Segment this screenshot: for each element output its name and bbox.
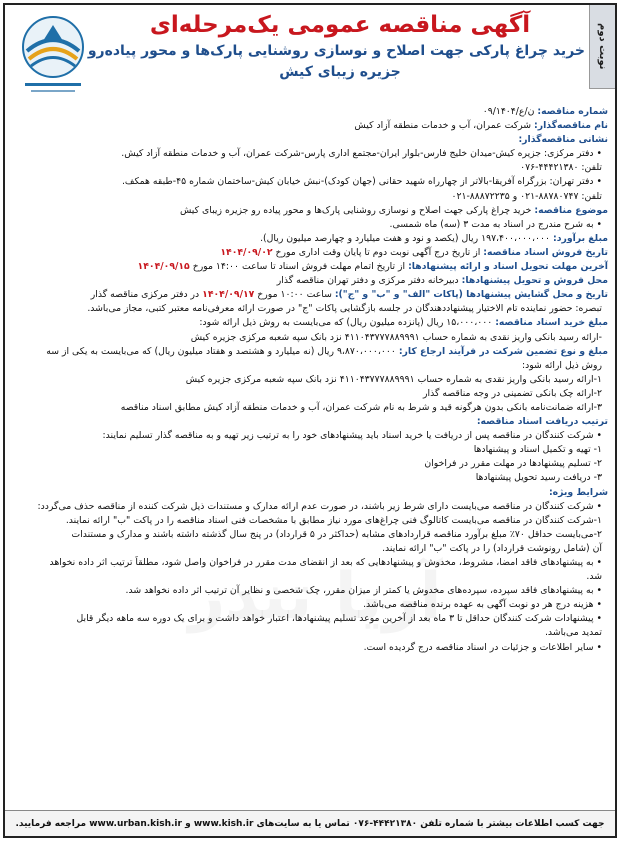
notice-line xyxy=(12,359,608,373)
notice-line xyxy=(12,641,608,655)
field-value: ۱-شرکت کنندگان در مناقصه می‌بایست کاتالوگ فنی چراغ‌های مورد نیاز مطابق با مشخصات فنی اسناد مناقصه را در پاکت "ب" ارائه نمایند. xyxy=(65,514,602,526)
field-label: شرایط ویژه: xyxy=(548,486,608,498)
field-label: محل فروش و تحویل پیشنهادها: xyxy=(461,275,608,287)
notice-line xyxy=(12,471,608,485)
notice-line xyxy=(12,345,608,359)
notice-line xyxy=(12,457,608,471)
field-value: ۱۹۷،۴۰۰،۰۰۰،۰۰۰ ریال (یکصد و نود و هفت میلیارد و چهارصد میلیون ریال). xyxy=(260,232,553,244)
notice-line xyxy=(12,415,608,429)
deadline-date: ۱۴۰۴/۰۹/۰۲ xyxy=(220,246,273,258)
field-value: ۱- تهیه و تکمیل اسناد و پیشنهادها xyxy=(473,444,602,456)
field-value: • پیشنهادات شرکت کنندگان حداقل تا ۳ ماه بعد از آخرین موعد تسلیم پیشنهادها، اعتبار خواهد داشت و برای یک دوره سه ماهه دیگر قابل xyxy=(76,613,602,625)
field-value: • شرکت کنندگان در مناقصه پس از دریافت یا خرید اسناد باید پیشنهادهای خود را به ترتیب زیر تهیه و به مناقصه گذار تسلیم نمایند: xyxy=(102,430,602,442)
notice-line xyxy=(12,147,608,161)
field-value: • به شرح مندرج در اسناد به مدت ۳ (سه) ماه شمسی. xyxy=(389,218,602,230)
field-value: • سایر اطلاعات و جزئیات در اسناد مناقصه درج گردیده است. xyxy=(363,641,602,653)
field-value: ۲-ارائه چک بانکی تضمینی در وجه مناقصه گذار xyxy=(423,387,602,399)
field-value: خرید چراغ پارکی جهت اصلاح و نوسازی روشنایی پارک‌ها و محور پیاده رو جزیره زیبای کیش xyxy=(179,204,535,216)
field-label: موضوع مناقصه: xyxy=(534,204,608,216)
notice-line xyxy=(12,246,608,260)
field-value: ۱۵،۰۰۰،۰۰۰ ریال (پانزده میلیون ریال) که می‌بایست به روش ذیل ارائه شود: xyxy=(199,317,496,329)
field-value: تلفن: ۴۴۴۲۱۳۸۰-۰۷۶ xyxy=(520,162,602,174)
field-label: نشانی مناقصه‌گذار: xyxy=(518,134,608,146)
notice-line xyxy=(12,486,608,500)
field-label: نام مناقصه‌گذار: xyxy=(534,120,608,132)
field-label: مبلغ برآورد: xyxy=(552,232,608,244)
notice-line xyxy=(12,218,608,232)
notice-line xyxy=(12,598,608,612)
notice-line xyxy=(12,232,608,246)
field-value: ۲- تسلیم پیشنهادها در مهلت مقرر در فراخوان xyxy=(424,458,602,470)
field-value: • دفتر تهران: بزرگراه آفریقا-بالاتر از چهارراه شهید حقانی (جهان کودک)-نبش خیابان کیش-ساختمان شماره ۴۵-طبقه همکف. xyxy=(121,176,602,188)
tender-notice xyxy=(3,3,617,838)
notice-line xyxy=(12,175,608,189)
field-label: تاریخ و محل گشایش پیشنهادها (پاکات "الف" و "ب" و "ج"): xyxy=(334,289,608,301)
notice-line xyxy=(12,528,608,542)
company-logo-icon xyxy=(13,11,93,101)
notice-line xyxy=(12,401,608,415)
notice-line xyxy=(12,119,608,133)
field-value: • به پیشنهادهای فاقد امضا، مشروط، مخدوش و پیشنهادهایی که بعد از انقضای مدت مقرر در فراخوان واصل شود، مطلقاً ترتیب اثر داده نخواهد xyxy=(49,557,602,568)
contact-footer: جهت کسب اطلاعات بیشتر با شماره تلفن ۴۴۴۲۱۳۸۰-۰۷۶ تماس یا به سایت‌های www.kish.ir و www.urban.kish.ir مراجعه فرمایید. xyxy=(5,810,615,836)
field-value: تبصره: حضور نماینده تام الاختیار پیشنهاددهندگان در جلسه بازگشایی پاکات "ج" در صورت ارائه معرفی‌نامه معتبر کتبی، مجاز می‌باشد. xyxy=(87,303,602,315)
notice-line xyxy=(12,542,608,556)
notice-title: آگهی مناقصه عمومی یک‌مرحله‌ای xyxy=(149,12,531,38)
notice-line xyxy=(12,316,608,330)
field-value: آن (شامل رونوشت قرارداد) را در پاکت "ب" ارائه نمایند. xyxy=(382,542,602,554)
notice-line xyxy=(12,274,608,288)
notice-line xyxy=(12,373,608,387)
field-value: ن/ع/۰۹/۱۴۰۴ xyxy=(482,106,538,117)
field-value: روش ذیل ارائه شود: xyxy=(521,359,602,371)
field-value: تلفن: ۸۸۷۸۰۷۴۷-۰۲۱ و ۸۸۸۷۲۲۳۵-۰۲۱ xyxy=(451,190,602,202)
field-value: -ارائه رسید بانکی واریز نقدی به شماره حساب ۴۱۱۰۴۳۷۷۷۸۸۹۹۹۱ نزد بانک سپه شعبه مرکزی جزیره کیش xyxy=(190,331,602,343)
field-label: ترتیب دریافت اسناد مناقصه: xyxy=(476,416,608,428)
field-value: ۳- دریافت رسید تحویل پیشنهادها xyxy=(475,472,602,484)
field-value: دبیرخانه دفتر مرکزی و دفتر تهران مناقصه گذار xyxy=(276,275,462,287)
notice-header xyxy=(87,9,585,83)
notice-line xyxy=(12,161,608,175)
notice-line xyxy=(12,302,608,316)
field-value-suffix: در دفتر مرکزی مناقصه گذار xyxy=(90,289,203,301)
notice-line xyxy=(12,331,608,345)
field-value: تمدید می‌باشد. xyxy=(544,627,602,639)
notice-line xyxy=(12,204,608,218)
deadline-date: ۱۴۰۴/۰۹/۱۵ xyxy=(137,261,190,273)
notice-line xyxy=(12,288,608,302)
field-value: ۳-ارائه ضمانت‌نامه بانکی بدون هرگونه قید و شرط به نام شرکت عمران، آب و خدمات منطقه آزاد کیش مطابق اسناد مناقصه xyxy=(120,401,602,413)
field-value: • دفتر مرکزی: جزیره کیش-میدان خلیج فارس-بلوار ایران-مجتمع اداری پارس-شرکت عمران، آب و خدمات منطقه آزاد کیش. xyxy=(121,148,602,160)
field-label: تاریخ فروش اسناد مناقصه: xyxy=(483,246,608,258)
notice-line xyxy=(12,556,608,570)
notice-line xyxy=(12,570,608,584)
field-value: ساعت ۱۰:۰۰ مورخ xyxy=(254,289,335,301)
field-value: ۹،۸۷۰،۰۰۰،۰۰۰ ریال (نه میلیارد و هشتصد و هفتاد میلیون ریال) که می‌بایست به یکی از سه xyxy=(46,345,399,357)
notice-subtitle: خرید چراغ پارکی جهت اصلاح و نوسازی روشنایی پارک‌ها و محور پیاده‌رو xyxy=(87,43,585,59)
field-value: شرکت عمران، آب و خدمات منطقه آزاد کیش xyxy=(354,120,534,132)
field-value: ۱-ارائه رسید بانکی واریز نقدی به شماره حساب ۴۱۱۰۴۳۷۷۷۸۸۹۹۹۱ نزد بانک سپه شعبه مرکزی جزیره کیش xyxy=(185,373,602,385)
field-value: • به پیشنهادهای فاقد سپرده، سپرده‌های مخدوش یا کمتر از میزان مقرر، چک شخصی و نظایر آن ترتیب اثر داده نخواهد شد. xyxy=(125,585,602,597)
notice-line xyxy=(12,612,608,626)
field-value: ۲-می‌بایست حداقل ۷۰٪ مبلغ برآورد مناقصه قراردادهای مشابه (حداکثر در ۵ قرارداد) در پنج سال گذشته داشته باشند و مدارک و مستندات xyxy=(71,528,602,540)
notice-subtitle-island: جزیره زیبای کیش xyxy=(279,64,401,80)
notice-line xyxy=(12,443,608,457)
notice-body xyxy=(12,105,608,655)
notice-line xyxy=(12,387,608,401)
field-value: از تاریخ اتمام مهلت فروش اسناد تا ساعت ۱۴:۰۰ مورخ xyxy=(189,261,409,273)
field-label: مبلغ و نوع تضمین شرکت در فرآیند ارجاع کار: xyxy=(398,345,608,357)
field-value: • هزینه درج هر دو نوبت آگهی به عهده برنده مناقصه می‌باشد. xyxy=(363,599,602,611)
field-value: از تاریخ درج آگهی نوبت دوم تا پایان وقت اداری مورخ xyxy=(272,246,484,258)
field-label: مبلغ خرید اسناد مناقصه: xyxy=(495,317,608,329)
notice-line xyxy=(12,133,608,147)
notice-line xyxy=(12,514,608,528)
notice-line xyxy=(12,105,608,119)
field-value: شد. xyxy=(586,571,602,583)
round-badge: نوبت دوم xyxy=(589,5,615,89)
field-label: شماره مناقصه: xyxy=(537,106,608,117)
field-value: • شرکت کنندگان در مناقصه می‌بایست دارای شرط زیر باشند، در صورت عدم ارائه مدارک و مستندات ذیل شرکت کننده از مناقصه حذف می‌گردد: xyxy=(37,500,602,512)
notice-line xyxy=(12,429,608,443)
deadline-date: ۱۴۰۴/۰۹/۱۷ xyxy=(202,289,255,301)
notice-line xyxy=(12,260,608,274)
field-label: آخرین مهلت تحویل اسناد و ارائه پیشنهادها: xyxy=(408,261,608,273)
notice-line xyxy=(12,190,608,204)
notice-line xyxy=(12,500,608,514)
notice-line xyxy=(12,626,608,640)
notice-line xyxy=(12,584,608,598)
